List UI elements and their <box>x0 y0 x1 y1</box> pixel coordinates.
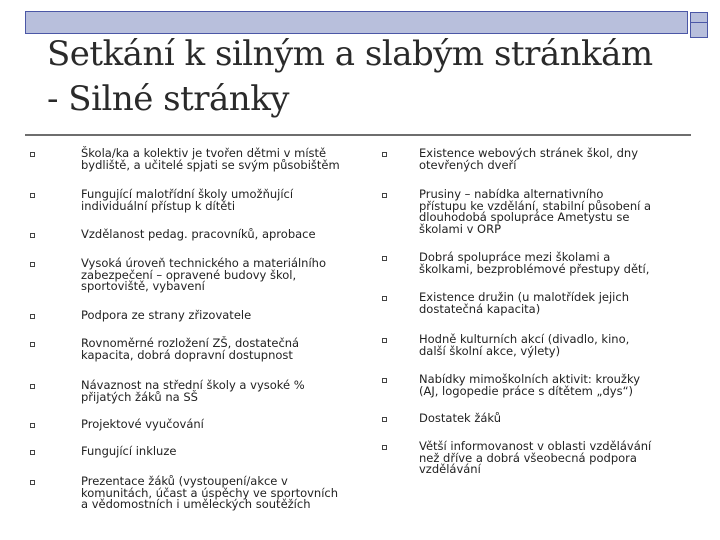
list-item-text-line: Podpora ze strany zřizovatele <box>81 308 252 322</box>
square-bullet-icon <box>382 378 387 383</box>
list-item-text-line: Projektové vyučování <box>81 417 204 431</box>
list-item-text-line: školkami, bezproblémové přestupy dětí, <box>419 261 650 276</box>
square-bullet-icon <box>30 384 35 389</box>
list-item-text-line: zabezpečení – opravené budovy škol, <box>81 267 297 282</box>
square-bullet-icon <box>382 417 387 422</box>
list-item-text-line: Fungující malotřídní školy umožňující <box>81 187 294 201</box>
list-item-text-line: bydliště, a učitelé spjati se svým působištěm <box>81 157 340 172</box>
list-item-text-line: Dobrá spolupráce mezi školami a <box>419 250 611 264</box>
square-bullet-icon <box>382 193 387 198</box>
list-item-text-line: Škola/ka a kolektiv je tvořen dětmi v místě <box>81 146 327 160</box>
list-item-text-line: otevřených dveří <box>419 157 517 172</box>
list-item-text-line: Existence družin (u malotřídek jejich <box>419 290 629 304</box>
square-bullet-icon <box>30 423 35 428</box>
list-item-text-line: dostatečná kapacita) <box>419 301 541 316</box>
list-item-text-line: Hodně kulturních akcí (divadlo, kino, <box>419 332 630 346</box>
list-item-text-line: Dostatek žáků <box>419 411 502 425</box>
list-item-text-line: Vysoká úroveň technického a materiálního <box>81 256 326 270</box>
square-bullet-icon <box>30 152 35 157</box>
square-bullet-icon <box>382 256 387 261</box>
list-item-text-line: komunitách, účast a úspěchy ve sportovních <box>81 485 339 500</box>
list-item-text-line: sportoviště, vybavení <box>81 279 205 293</box>
square-bullet-icon <box>30 193 35 198</box>
header-bar <box>25 11 688 34</box>
square-bullet-icon <box>382 445 387 450</box>
square-bullet-icon <box>30 314 35 319</box>
list-item-text-line: přístupu ke vzdělání, stabilní působení a <box>419 198 652 213</box>
square-bullet-icon <box>30 450 35 455</box>
square-bullet-icon <box>382 296 387 301</box>
square-bullet-icon <box>30 480 35 485</box>
title-divider <box>25 134 691 136</box>
list-item-text-line: Prusiny – nabídka alternativního <box>419 187 604 201</box>
list-item-text-line: školami v ORP <box>419 221 502 236</box>
slide-title-line-2: - Silné stránky <box>47 79 290 119</box>
list-item-text-line: (AJ, logopedie práce s dítětem „dys“) <box>419 383 634 398</box>
list-item-text-line: Rovnoměrné rozložení ZŠ, dostatečná <box>81 336 300 350</box>
list-item-text-line: vzdělávání <box>419 462 481 476</box>
list-item-text-line: kapacita, dobrá dopravní dostupnost <box>81 347 293 362</box>
list-item-text-line: Nabídky mimoškolních aktivit: kroužky <box>419 372 641 386</box>
slide-title-line-1: Setkání k silným a slabým stránkám <box>47 34 653 74</box>
square-bullet-icon <box>30 262 35 267</box>
square-bullet-icon <box>30 233 35 238</box>
list-item-text-line: Vzdělanost pedag. pracovníků, aprobace <box>81 227 316 241</box>
list-item-text-line: Návaznost na střední školy a vysoké % <box>81 378 305 392</box>
slide-title <box>47 32 653 122</box>
list-item-text-line: Prezentace žáků (vystoupení/akce v <box>81 474 288 488</box>
square-bullet-icon <box>382 338 387 343</box>
list-item-text-line: další školní akce, výlety) <box>419 343 561 358</box>
list-item-text-line: než dříve a dobrá všeobecná podpora <box>419 450 637 465</box>
list-item-text-line: individuální přístup k dítěti <box>81 198 236 213</box>
square-bullet-icon <box>30 342 35 347</box>
square-bullet-icon <box>382 152 387 157</box>
list-item-text-line: Existence webových stránek škol, dny <box>419 146 639 160</box>
list-item-text-line: Fungující inkluze <box>81 444 177 458</box>
list-item-text-line: a vědomostních i uměleckých soutěžích <box>81 497 311 511</box>
list-item-text-line: dlouhodobá spolupráce Ametystu se <box>419 210 630 224</box>
list-item-text-line: přijatých žáků na SŠ <box>81 389 198 404</box>
header-corner-box <box>690 22 708 38</box>
list-item-text-line: Větší informovanost v oblasti vzdělávání <box>419 439 652 453</box>
